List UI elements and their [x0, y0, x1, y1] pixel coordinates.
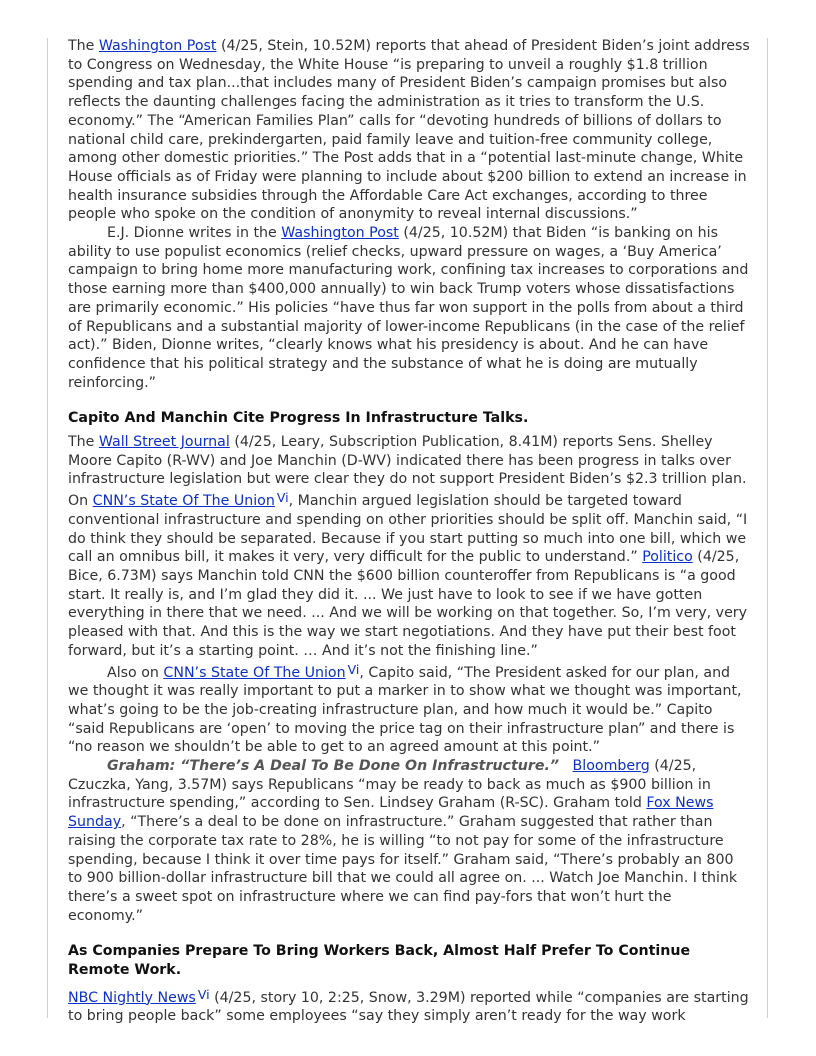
- video-icon-link[interactable]: Vi: [276, 490, 289, 506]
- paragraph-graham: [68, 757, 750, 925]
- video-icon-link[interactable]: Vi: [197, 986, 210, 1002]
- text: (4/25, Bice, 6.73M) says Manchin told CNN the $600 billion counteroffer from Republicans is “a good start. It really is, and I’m glad they did it. ... We just have to look to see if we have gotten everything in there that we need. ... And we will be working on that together. So, I’m very, very pleased with that. And this is the way we start negotiations. And they have put their best foot forward, but it’s a starting point. … And it’s not the finishing line.”: [68, 549, 748, 659]
- text: The: [68, 38, 99, 54]
- headline-capito-manchin: Capito And Manchin Cite Progress In Infrastructure Talks.: [68, 410, 529, 427]
- link-fox-news-sunday[interactable]: Fox News Sunday: [68, 795, 714, 831]
- paragraph-washington-post-stein: [68, 37, 750, 224]
- link-bloomberg[interactable]: Bloomberg: [572, 758, 650, 775]
- left-margin-rule: [47, 38, 48, 1018]
- link-nbc-nightly-news[interactable]: NBC Nightly News: [68, 989, 196, 1006]
- link-washington-post-dionne[interactable]: Washington Post: [281, 225, 399, 242]
- text: Also on: [107, 664, 164, 681]
- text: (4/25, story 10, 2:25, Snow, 3.29M) reported while “companies are starting to bring people back” some employees “say they simply aren’t ready for the way work: [68, 989, 749, 1025]
- link-politico[interactable]: Politico: [642, 549, 693, 566]
- video-icon-link[interactable]: Vi: [347, 661, 360, 677]
- text: , Manchin argued legislation should be targeted toward conventional infrastructure and spending on other priorities should be split off. Manchin said, “I do think they should be separated. Because if you start putting so much into one bill, which we call an omnibus bill, it makes it very, very difficult for the public to understand.”: [68, 493, 748, 566]
- spacer: [559, 758, 573, 774]
- link-washington-post[interactable]: Washington Post: [98, 38, 217, 54]
- paragraph-dionne: [68, 224, 750, 392]
- link-wall-street-journal[interactable]: Wall Street Journal: [98, 434, 230, 451]
- text: , “There’s a deal to be done on infrastructure.” Graham suggested that rather than raising the corporate tax rate to 28%, he is willing “to not pay for some of the infrastructure spending, because I think it over time pays for itself.” Graham said, “There’s probably an 800 to 900 billion-dollar infrastructure bill that we could all agree on. ... Watch Joe Manchin. I think there’s a sweet spot on infrastructure where we can find pay-fors that won’t hurt the economy.”: [68, 814, 738, 924]
- text: (4/25, Leary, Subscription Publication, 8.41M) reports Sens. Shelley Moore Capito (R-WV) and Joe Manchin (D-WV) indicated there has been progress in talks over infrastructure legislation but were clear they do not support President Biden’s $2.3 trillion plan. On: [68, 434, 747, 510]
- subheadline-graham: Graham: “There’s A Deal To Be Done On Infrastructure.”: [107, 758, 559, 775]
- text: E.J. Dionne writes in the: [107, 225, 282, 242]
- text: The: [68, 434, 99, 451]
- text: (4/25, Czuczka, Yang, 3.57M) says Republicans “may be ready to back as much as $900 billion in infrastructure spending,” according to Sen. Lindsey Graham (R-SC). Graham told: [68, 758, 711, 812]
- text: (4/25, Stein, 10.52M) reports that ahead of President Biden’s joint address to Congress on Wednesday, the White House “is preparing to unveil a roughly $1.8 trillion spending and tax plan...that includes many of President Biden’s campaign promises but also reflects the daunting challenges facing the administration as it tries to transform the U.S. economy.” The “American Families Plan” calls for “devoting hundreds of billions of dollars to national child care, prekindergarten, paid family leave and tuition-free community college, among other domestic priorities.” The Post adds that in a “potential last-minute change, White House officials as of Friday were planning to include about $200 billion to extend an increase in health insurance subsidies through the Affordable Care Act exchanges, according to three people who spoke on the condition of anonymity to reveal internal discussions.”: [68, 38, 750, 223]
- paragraph-wsj-capito-manchin: [68, 433, 750, 660]
- link-cnn-state-of-the-union[interactable]: CNN’s State Of The Union: [92, 493, 275, 510]
- document-page: [68, 37, 750, 1026]
- right-margin-rule: [767, 38, 768, 1018]
- headline-remote-work: As Companies Prepare To Bring Workers Back, Almost Half Prefer To Continue Remote Work.: [68, 943, 691, 979]
- text: (4/25, 10.52M) that Biden “is banking on his ability to use populist economics (relief checks, upward pressure on wages, a ‘Buy America’ campaign to bring home more manufacturing work, confining tax increases to corporations and those earning more than $400,000 annually) to win back Trump voters whose dissatisfactions are primarily economic.” His policies “have thus far won support in the polls from about a third of Republicans and a substantial majority of lower-income Republicans (in the case of the relief act).” Biden, Dionne writes, “clearly knows what his presidency is about. And he can have confidence that his political strategy and the substance of what he is doing are mutually reinforcing.”: [68, 225, 749, 391]
- link-cnn-state-of-the-union-2[interactable]: CNN’s State Of The Union: [163, 664, 346, 681]
- paragraph-nbc-nightly-news: [68, 986, 750, 1026]
- text: , Capito said, “The President asked for our plan, and we thought it was really important to put a marker in to show what we thought was important, what’s going to be the job-creating infrastructure plan, and how much it would be.” Capito “said Republicans are ‘open’ to moving the price tag on their infrastructure plan” and there is “no reason we shouldn’t be able to get to an agreed amount at this point.”: [68, 664, 742, 756]
- paragraph-capito-cnn: [68, 661, 750, 758]
